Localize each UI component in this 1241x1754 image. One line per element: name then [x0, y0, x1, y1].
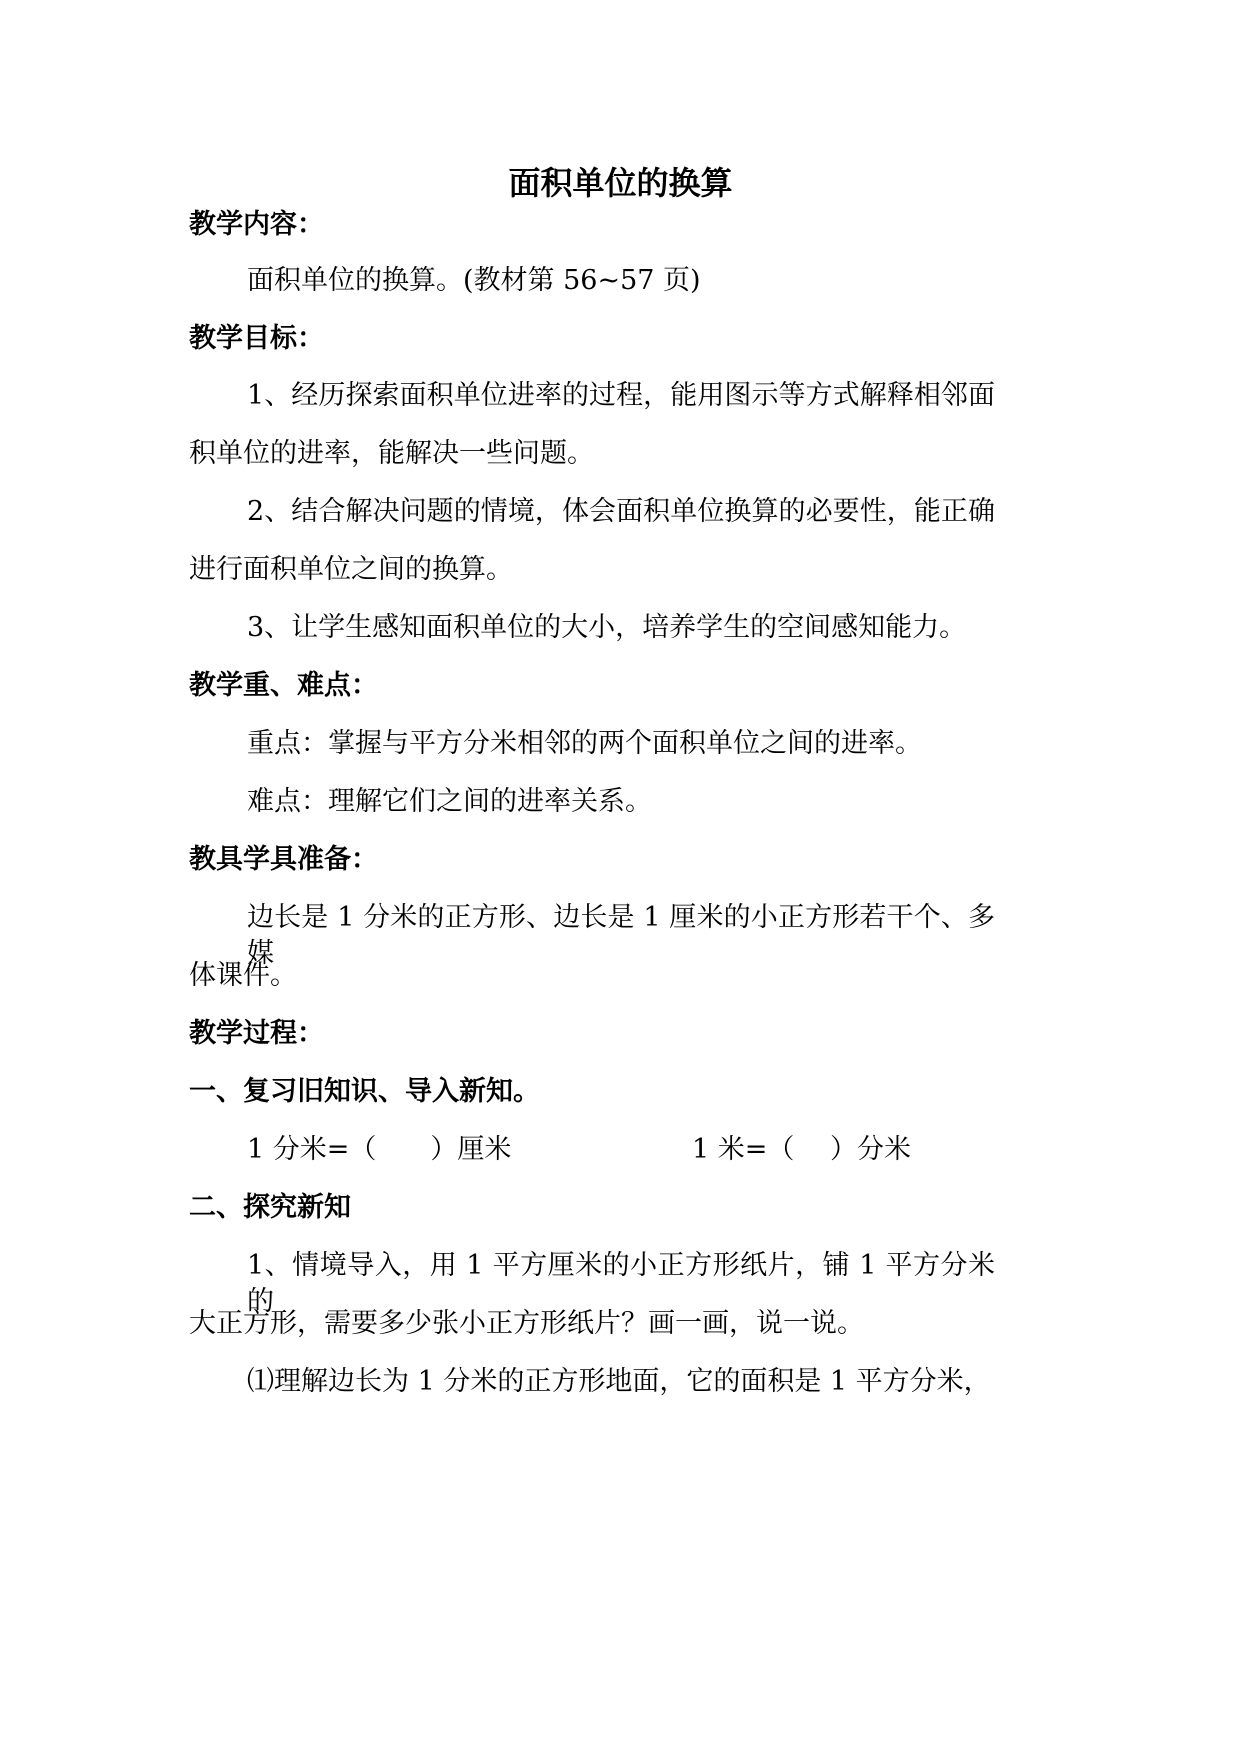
- key-point: 重点：掌握与平方分米相邻的两个面积单位之间的进率。: [247, 728, 922, 759]
- difficult-point: 难点：理解它们之间的进率关系。: [247, 786, 652, 817]
- section-heading-process: 教学过程：: [189, 1018, 324, 1049]
- goal-2-line-1: 2、结合解决问题的情境，体会面积单位换算的必要性，能正确: [247, 496, 995, 527]
- goal-1-line-2: 积单位的进率，能解决一些问题。: [189, 438, 594, 469]
- review-question-a: 1 分米=（ ）厘米: [247, 1134, 512, 1165]
- step-2-heading: 二、探究新知: [189, 1192, 351, 1223]
- page-title: 面积单位的换算: [508, 164, 733, 202]
- step-1-heading: 一、复习旧知识、导入新知。: [189, 1076, 540, 1107]
- section-heading-goals: 教学目标：: [189, 323, 324, 354]
- preparation-line-2: 体课件。: [189, 960, 297, 991]
- content-text: 面积单位的换算。(教材第 56~57 页): [247, 265, 701, 296]
- explore-1-sub: ⑴理解边长为 1 分米的正方形地面，它的面积是 1 平方分米，: [247, 1366, 991, 1397]
- goal-2-line-2: 进行面积单位之间的换算。: [189, 554, 513, 585]
- section-heading-preparation: 教具学具准备：: [189, 844, 378, 875]
- explore-1-line-1: 1、情境导入，用 1 平方厘米的小正方形纸片，铺 1 平方分米的: [247, 1250, 995, 1317]
- preparation-line-1: 边长是 1 分米的正方形、边长是 1 厘米的小正方形若干个、多媒: [247, 902, 995, 969]
- section-heading-key-points: 教学重、难点：: [189, 670, 378, 701]
- section-heading-content: 教学内容：: [189, 209, 324, 240]
- goal-3: 3、让学生感知面积单位的大小，培养学生的空间感知能力。: [247, 612, 967, 643]
- explore-1-line-2: 大正方形，需要多少张小正方形纸片？画一画，说一说。: [189, 1308, 864, 1339]
- goal-1-line-1: 1、经历探索面积单位进率的过程，能用图示等方式解释相邻面: [247, 380, 995, 411]
- review-question-b: 1 米=（ ）分米: [692, 1134, 911, 1165]
